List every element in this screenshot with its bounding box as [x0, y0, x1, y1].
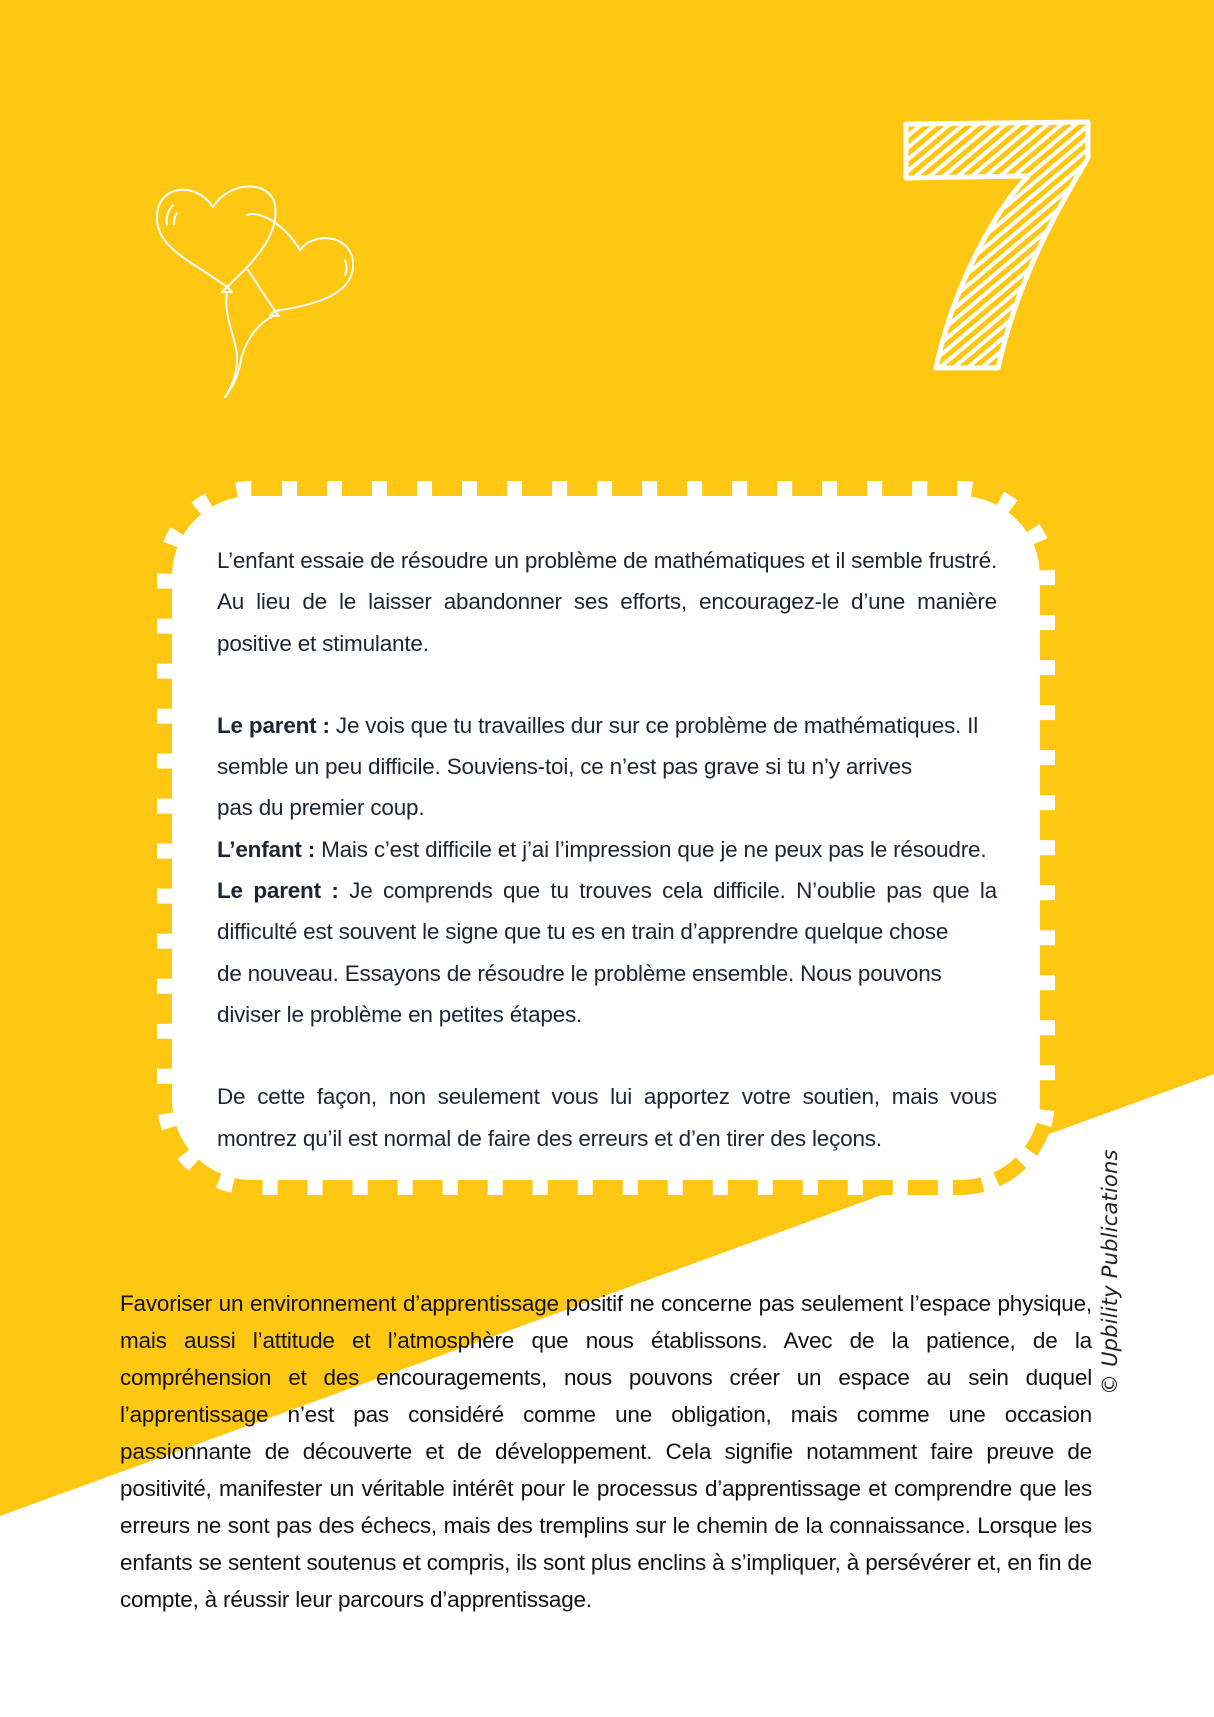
body-paragraph: Favoriser un environnement d’apprentissage positif ne concerne pas seulement l’espace physique, mais aussi l’attitude et l’atmosphère que nous établissons. Avec de la patience, de la compréhension et des encouragements, nous pouvons créer un espace au sein duquel l’apprentissage n’est pas considéré comme une obligation, mais comme une occasion passionnante de découverte et de développement. Cela signifie notamment faire preuve de positivité, manifester un véritable intérêt pour le processus d’apprentissage et comprendre que les erreurs ne sont pas des échecs, mais des tremplins sur le chemin de la connaissance. Lorsque les enfants se sentent soutenus et compris, ils sont plus enclins à s’impliquer, à persévérer et, en fin de compte, à réussir leur parcours d’apprentissage. — [120, 1291, 1092, 1612]
page-number-seven-graphic — [898, 118, 1098, 378]
card-conclusion: De cette façon, non seulement vous lui apportez votre soutien, mais vous montrez qu’il est normal de faire des erreurs et d’en tirer des leçons. — [217, 1084, 997, 1151]
dialogue-continuation: pas du premier coup. — [217, 795, 425, 821]
body-text — [120, 1285, 1092, 1618]
dialogue-line-parent-1: Le parent : Je vois que tu travailles dur sur ce problème de mathématiques. Il — [217, 712, 979, 738]
dialogue-line-child: L’enfant : Mais c’est difficile et j’ai l’impression que je ne peux pas le résoudre. — [217, 836, 987, 862]
dialogue-continuation: diviser le problème en petites étapes. — [217, 1001, 583, 1027]
dialogue-line-parent-2: Le parent : Je comprends que tu trouves cela difficile. N’oublie pas que la — [217, 878, 997, 904]
dialogue-continuation: difficulté est souvent le signe que tu es en train d’apprendre quelque chose — [217, 919, 949, 945]
speaker-label: L’enfant : — [217, 836, 315, 862]
card-intro: L’enfant essaie de résoudre un problème de mathématiques et il semble frustré. Au lieu de le laisser abandonner ses efforts, encouragez-le d’une manière positive et stimulante. — [217, 548, 997, 656]
speaker-label: Le parent : — [217, 712, 330, 738]
heart-balloons-icon — [155, 175, 365, 400]
dialogue-continuation: semble un peu difficile. Souviens-toi, ce n’est pas grave si tu n’y arrives — [217, 754, 912, 780]
dialogue-continuation: de nouveau. Essayons de résoudre le problème ensemble. Nous pouvons — [217, 960, 942, 986]
copyright-notice: © Upbility Publications — [1098, 1149, 1122, 1395]
speaker-label: Le parent : — [217, 878, 339, 904]
dialogue-card-content — [217, 540, 997, 1159]
